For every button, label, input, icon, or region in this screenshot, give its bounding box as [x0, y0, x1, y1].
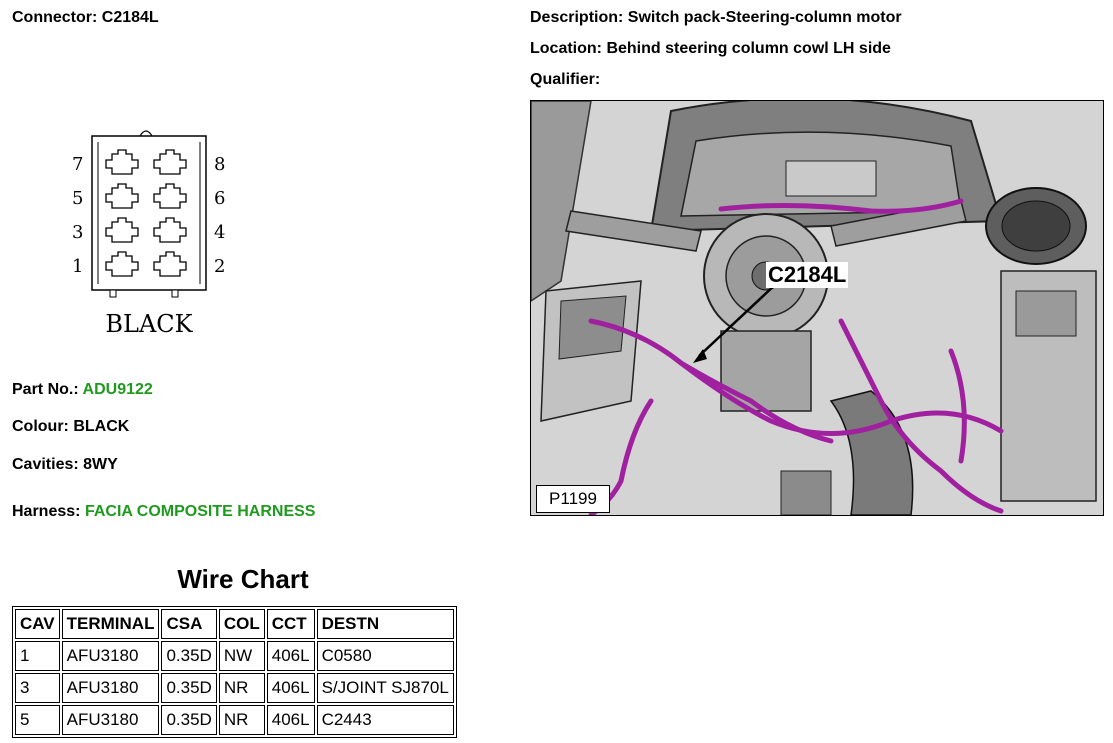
harness-label: Harness: [12, 503, 81, 520]
cell-cct: 406L [267, 705, 315, 735]
cell-terminal: AFU3180 [62, 673, 160, 703]
photo-reference: P1199 [536, 485, 610, 513]
pin-label-right-1: 6 [214, 188, 226, 209]
cell-cav: 3 [15, 673, 60, 703]
description-value: Switch pack-Steering-column motor [627, 9, 902, 26]
connector-line [12, 9, 159, 27]
header-destn: DESTN [317, 609, 454, 639]
location-illustration [531, 101, 1103, 515]
wire-chart-title: Wire Chart [177, 564, 309, 594]
header-csa: CSA [161, 609, 216, 639]
cell-terminal: AFU3180 [62, 705, 160, 735]
cell-col: NR [219, 705, 265, 735]
diagram-colour-caption: BLACK [105, 310, 193, 338]
cell-cct: 406L [267, 641, 315, 671]
wire-chart-header-row [15, 609, 454, 639]
photo-callout-label: C2184L [768, 262, 847, 287]
part-no-line [12, 381, 153, 399]
cell-cct: 406L [267, 673, 315, 703]
colour-value: BLACK [73, 418, 130, 435]
cell-destn: S/JOINT SJ870L [317, 673, 454, 703]
harness-line [12, 503, 315, 521]
connector-foot-left [110, 290, 116, 297]
description-line [530, 9, 902, 27]
cell-destn: C0580 [317, 641, 454, 671]
cell-csa: 0.35D [161, 705, 216, 735]
cell-terminal: AFU3180 [62, 641, 160, 671]
connector-foot-right [172, 290, 178, 297]
pin-label-left-1: 5 [72, 188, 84, 209]
colour-line [12, 418, 129, 436]
description-label: Description: [530, 9, 624, 26]
pin-label-right-3: 2 [214, 256, 226, 277]
connector-value: C2184L [101, 9, 159, 26]
location-label: Location: [530, 40, 602, 57]
cavities-line [12, 456, 118, 474]
cell-csa: 0.35D [161, 641, 216, 671]
header-terminal: TERMINAL [62, 609, 160, 639]
pin-label-left-2: 3 [72, 222, 84, 243]
header-cct: CCT [267, 609, 315, 639]
colour-label: Colour: [12, 418, 69, 435]
pin-label-left-3: 1 [72, 256, 84, 277]
harness-link[interactable]: FACIA COMPOSITE HARNESS [84, 503, 316, 520]
header-cav: CAV [15, 609, 60, 639]
location-value: Behind steering column cowl LH side [606, 40, 891, 57]
qualifier-line [530, 71, 600, 89]
table-row [15, 641, 454, 671]
cavities-label: Cavities: [12, 456, 79, 473]
cavities-value: 8WY [83, 456, 118, 473]
part-no-link[interactable]: ADU9122 [82, 381, 153, 398]
location-line [530, 40, 891, 58]
cell-cav: 1 [15, 641, 60, 671]
location-photo [530, 100, 1104, 516]
cell-col: NR [219, 673, 265, 703]
wire-chart-table [12, 606, 457, 738]
table-row [15, 673, 454, 703]
cell-destn: C2443 [317, 705, 454, 735]
pin-label-right-0: 8 [214, 154, 226, 175]
cell-csa: 0.35D [161, 673, 216, 703]
qualifier-label: Qualifier: [530, 71, 601, 88]
pin-label-left-0: 7 [72, 154, 84, 175]
table-row [15, 705, 454, 735]
cell-cav: 5 [15, 705, 60, 735]
cell-col: NW [219, 641, 265, 671]
header-col: COL [219, 609, 265, 639]
connector-face-diagram [60, 120, 250, 350]
connector-label: Connector: [12, 9, 98, 26]
part-no-label: Part No.: [12, 381, 79, 398]
pin-label-right-2: 4 [214, 222, 226, 243]
